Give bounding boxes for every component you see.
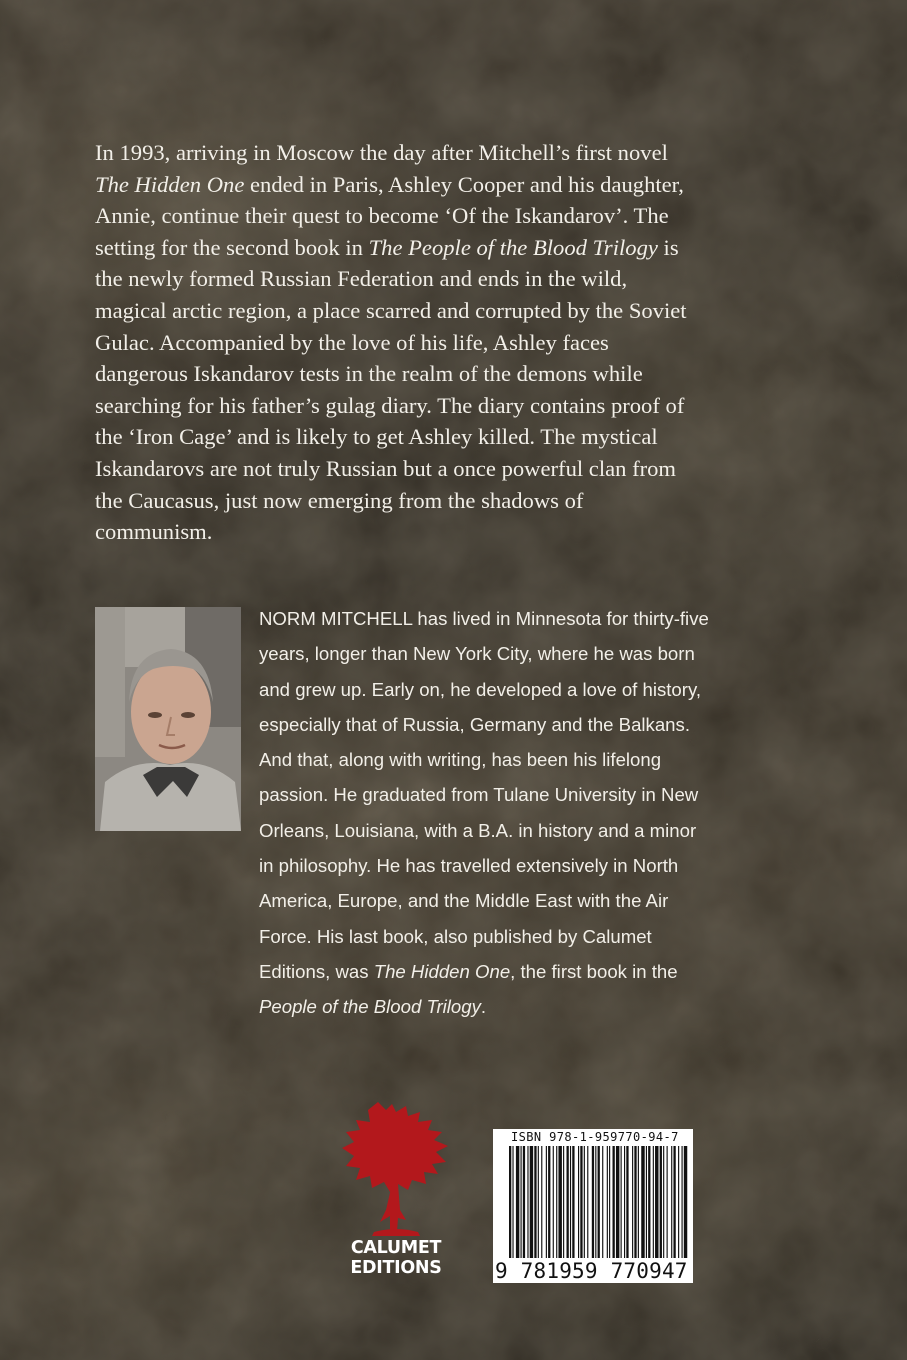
barcode-bar — [592, 1146, 594, 1258]
barcode-bar — [530, 1146, 533, 1258]
isbn-barcode — [493, 1129, 693, 1283]
barcode-bar — [572, 1146, 574, 1258]
barcode-bar — [682, 1146, 683, 1258]
publisher-name-line1: CALUMET — [350, 1238, 442, 1258]
barcode-bars — [493, 1146, 693, 1261]
barcode-bar — [616, 1146, 619, 1258]
blurb-line: the ‘Iron Cage’ and is likely to get Ashley killed. The mystical — [95, 424, 658, 450]
barcode-bar — [534, 1146, 536, 1258]
barcode-bar — [598, 1146, 600, 1258]
barcode-bar — [660, 1146, 662, 1258]
blurb-line: searching for his father’s gulag diary. The diary contains proof of — [95, 392, 685, 418]
bio-line: . — [480, 996, 487, 1018]
barcode-bar — [567, 1146, 569, 1258]
barcode-bar — [632, 1146, 633, 1258]
author-bio — [259, 601, 799, 1025]
barcode-bar — [621, 1146, 622, 1258]
barcode-bar — [673, 1146, 675, 1258]
barcode-bar — [556, 1146, 557, 1258]
blurb-line: Gulac. Accompanied by the love of his life, Ashley faces — [95, 329, 609, 355]
barcode-bar — [653, 1146, 654, 1258]
barcode-bar — [512, 1146, 513, 1258]
bio-line: especially that of Russia, Germany and the Balkans. — [259, 713, 690, 735]
barcode-bar — [516, 1146, 519, 1258]
bio-line: years, longer than New York City, where he was born — [259, 643, 695, 665]
barcode-bar — [609, 1146, 610, 1258]
barcode-digits: 9 781959 770947 — [495, 1259, 688, 1283]
barcode-bar — [541, 1146, 542, 1258]
blurb-line: dangerous Iskandarov tests in the realm of the demons while — [95, 361, 643, 387]
barcode-bar — [558, 1146, 561, 1258]
barcode-bar — [521, 1146, 522, 1258]
barcode-bar — [684, 1146, 687, 1258]
bio-line: And that, along with writing, has been his lifelong — [259, 749, 662, 771]
isbn-label: ISBN 978-1-959770-94-7 — [511, 1130, 679, 1144]
blurb-line: ended in Paris, Ashley Cooper and his daughter, — [244, 171, 684, 197]
bio-line: Editions, was — [259, 960, 374, 982]
barcode-bar — [563, 1146, 564, 1258]
blurb-line: Annie, continue their quest to become ‘Of the Iskandarov’. The — [95, 203, 669, 229]
publisher-name — [340, 1238, 452, 1278]
author-photo — [95, 607, 241, 831]
book-title-italic: The Hidden One — [373, 960, 511, 982]
barcode-bar — [538, 1146, 539, 1258]
barcode-bar — [553, 1146, 554, 1258]
barcode-bar — [648, 1146, 650, 1258]
book-description — [95, 137, 815, 548]
publisher-name-line2: EDITIONS — [350, 1258, 442, 1278]
blurb-line: setting for the second book in — [95, 234, 369, 260]
bio-line: in philosophy. He has travelled extensively in North — [259, 855, 679, 877]
blurb-line: the Caucasus, just now emerging from the shadows of — [95, 487, 584, 513]
barcode-bar — [641, 1146, 644, 1258]
bio-line: , the first book in the — [510, 960, 678, 982]
barcode-bar — [607, 1146, 608, 1258]
barcode-bar — [546, 1146, 547, 1258]
barcode-bar — [578, 1146, 579, 1258]
trilogy-title-italic: The People of the Blood Trilogy — [368, 234, 658, 260]
barcode-bar — [570, 1146, 571, 1258]
bio-line: and grew up. Early on, he developed a love of history, — [259, 678, 702, 700]
barcode-bar — [509, 1146, 511, 1258]
blurb-line: is — [657, 234, 679, 260]
trilogy-title-italic: People of the Blood Trilogy — [259, 996, 481, 1018]
book-title-italic: The Hidden One — [95, 171, 245, 197]
barcode-bar — [663, 1146, 664, 1258]
barcode-bar — [602, 1146, 603, 1258]
blurb-line: In 1993, arriving in Moscow the day after Mitchell’s first novel — [95, 140, 668, 165]
barcode-bar — [667, 1146, 668, 1258]
bio-line: Orleans, Louisiana, with a B.A. in history and a minor — [259, 819, 697, 841]
barcode-bar — [646, 1146, 647, 1258]
barcode-bar — [595, 1146, 596, 1258]
bio-line: NORM MITCHELL has lived in Minnesota for thirty-five — [259, 608, 709, 629]
barcode-bar — [624, 1146, 625, 1258]
barcode-bar — [671, 1146, 672, 1258]
barcode-bar — [523, 1146, 525, 1258]
barcode-bar — [634, 1146, 636, 1258]
blurb-line: communism. — [95, 519, 213, 545]
barcode-bar — [587, 1146, 588, 1258]
barcode-bar — [655, 1146, 658, 1258]
blurb-line: Iskandarovs are not truly Russian but a once powerful clan from — [95, 455, 676, 481]
bio-line: passion. He graduated from Tulane University in New — [259, 784, 699, 806]
barcode-bar — [626, 1146, 628, 1258]
barcode-bar — [678, 1146, 679, 1258]
blurb-line: the newly formed Russian Federation and ends in the wild, — [95, 266, 628, 292]
barcode-bar — [580, 1146, 582, 1258]
bio-line: America, Europe, and the Middle East with the Air — [259, 890, 669, 912]
bio-line: Force. His last book, also published by Calumet — [259, 925, 652, 947]
barcode-bar — [527, 1146, 528, 1258]
barcode-bar — [638, 1146, 639, 1258]
barcode-bar — [548, 1146, 550, 1258]
barcode-bar — [584, 1146, 585, 1258]
barcode-bar — [613, 1146, 615, 1258]
blurb-line: magical arctic region, a place scarred and corrupted by the Soviet — [95, 297, 687, 323]
